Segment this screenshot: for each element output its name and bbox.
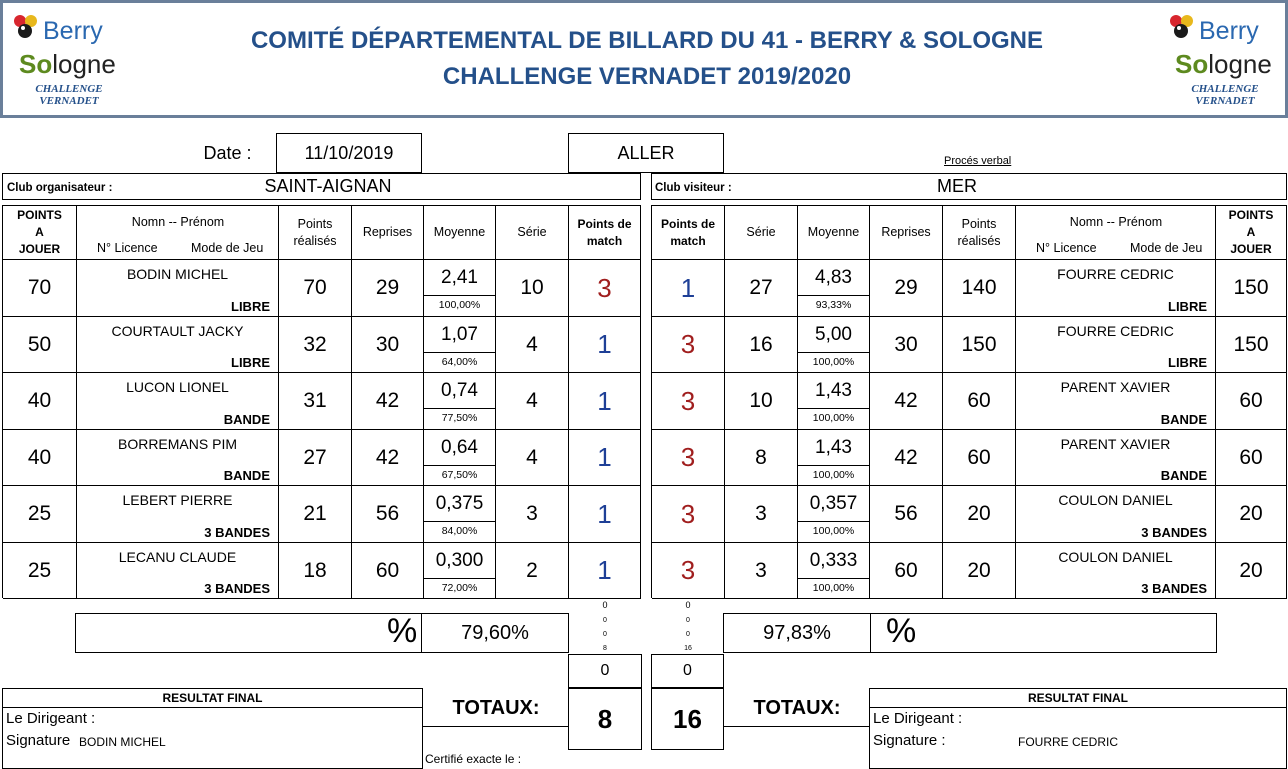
serie-cell: 3 <box>725 486 798 543</box>
points-a-jouer-cell: 25 <box>3 486 77 543</box>
moyenne-value: 4,83 <box>798 260 869 296</box>
left-pct-box <box>75 613 422 653</box>
col-header-points-realises: Points réalisés <box>279 206 352 260</box>
serie-cell: 16 <box>725 317 798 373</box>
points-a-jouer-cell: 40 <box>3 373 77 430</box>
points-match-cell: 3 <box>652 430 725 486</box>
reprises-cell: 60 <box>352 543 424 599</box>
player-cell <box>1016 430 1216 486</box>
club-visiteur-name: MER <box>937 176 977 196</box>
logo-berry-text: Berry <box>43 17 103 45</box>
player-cell <box>77 260 279 317</box>
club-organisateur-name: SAINT-AIGNAN <box>264 176 392 196</box>
dirigeant-label: Le Dirigeant : <box>873 710 963 727</box>
player-cell <box>1016 486 1216 543</box>
billiard-balls-icon <box>13 13 39 39</box>
points-a-jouer-cell: 60 <box>1216 430 1287 486</box>
left-final-result <box>2 688 423 769</box>
col-header-points-match: Points de match <box>652 206 725 260</box>
moyenne-value: 0,375 <box>424 486 495 522</box>
right-pct-value: 97,83% <box>723 613 871 653</box>
player-name: FOURRE CEDRIC <box>1057 323 1174 339</box>
moyenne-value: 5,00 <box>798 317 869 353</box>
player-cell <box>1016 317 1216 373</box>
points-realises-cell: 32 <box>279 317 352 373</box>
moyenne-cell <box>798 430 870 486</box>
moyenne-value: 0,357 <box>798 486 869 522</box>
game-mode: LIBRE <box>1168 299 1207 314</box>
points-realises-cell: 150 <box>943 317 1016 373</box>
totaux-label: TOTAUX: <box>423 691 569 727</box>
player-cell <box>77 543 279 599</box>
left-small-counters: 0 0 0 8 <box>602 600 608 652</box>
club-organisateur-bar <box>2 173 641 200</box>
percent-symbol: % <box>886 612 917 650</box>
moyenne-percent: 100,00% <box>812 412 855 424</box>
points-match-cell: 1 <box>569 373 641 430</box>
moyenne-value: 2,41 <box>424 260 495 296</box>
player-name: COURTAULT JACKY <box>111 323 244 339</box>
serie-cell: 3 <box>725 543 798 599</box>
right-total-value: 16 <box>651 688 724 750</box>
moyenne-percent: 100,00% <box>812 469 855 481</box>
points-realises-cell: 21 <box>279 486 352 543</box>
game-mode: BANDE <box>223 412 270 427</box>
left-totaux-area <box>423 688 569 769</box>
reprises-cell: 60 <box>870 543 943 599</box>
points-a-jouer-cell: 25 <box>3 543 77 599</box>
left-pct-value: 79,60% <box>421 613 569 653</box>
player-cell <box>1016 543 1216 599</box>
points-match-cell: 1 <box>569 486 641 543</box>
certifie-label: Certifié exacte le : <box>425 752 522 766</box>
points-match-cell: 3 <box>652 543 725 599</box>
berry-sologne-logo-left <box>13 13 128 111</box>
date-label: Date : <box>203 142 252 163</box>
left-signer-name: BODIN MICHEL <box>79 735 166 749</box>
points-realises-cell: 70 <box>279 260 352 317</box>
points-realises-cell: 60 <box>943 373 1016 430</box>
points-realises-cell: 20 <box>943 486 1016 543</box>
points-match-cell: 1 <box>652 260 725 317</box>
moyenne-cell <box>798 260 870 317</box>
col-header-nom: Nomn -- Prénom N° Licence Mode de Jeu <box>77 206 279 260</box>
moyenne-value: 1,43 <box>798 373 869 409</box>
player-name: COULON DANIEL <box>1058 492 1173 508</box>
serie-cell: 4 <box>496 373 569 430</box>
col-header-points-realises: Points réalisés <box>943 206 1016 260</box>
points-match-cell: 1 <box>569 430 641 486</box>
points-match-cell: 3 <box>652 373 725 430</box>
serie-cell: 2 <box>496 543 569 599</box>
col-header-moyenne: Moyenne <box>424 206 496 260</box>
serie-cell: 4 <box>496 430 569 486</box>
game-mode: BANDE <box>1160 468 1207 483</box>
right-totaux-area <box>724 688 870 769</box>
moyenne-cell <box>424 260 496 317</box>
logo-challenge-caption: CHALLENGE VERNADET <box>35 83 103 107</box>
reprises-cell: 30 <box>870 317 943 373</box>
reprises-cell: 42 <box>870 373 943 430</box>
right-pct-box <box>870 613 1217 653</box>
game-mode: LIBRE <box>231 355 270 370</box>
col-header-reprises: Reprises <box>352 206 424 260</box>
logo-berry-text: Berry <box>1199 17 1259 45</box>
player-name: PARENT XAVIER <box>1060 436 1171 452</box>
game-mode: 3 BANDES <box>1141 581 1207 596</box>
game-mode: BANDE <box>223 468 270 483</box>
player-cell <box>1016 373 1216 430</box>
moyenne-cell <box>798 543 870 599</box>
moyenne-percent: 67,50% <box>441 469 478 481</box>
game-mode: 3 BANDES <box>204 525 270 540</box>
moyenne-value: 0,300 <box>424 543 495 579</box>
page-title: COMITÉ DÉPARTEMENTAL DE BILLARD DU 41 - BERRY & SOLOGNE <box>250 27 1044 54</box>
col-header-points-a-jouer: POINTS A JOUER <box>1216 206 1287 260</box>
points-match-cell: 3 <box>652 486 725 543</box>
moyenne-cell <box>424 373 496 430</box>
serie-cell: 3 <box>496 486 569 543</box>
club-organisateur-label: Club organisateur : <box>7 182 113 194</box>
player-cell <box>77 373 279 430</box>
serie-cell: 10 <box>725 373 798 430</box>
club-visiteur-bar <box>651 173 1287 200</box>
player-name: PARENT XAVIER <box>1060 379 1171 395</box>
leg-field[interactable]: ALLER <box>568 133 724 173</box>
player-cell <box>77 486 279 543</box>
resultat-final-heading: RESULTAT FINAL <box>870 689 1286 708</box>
player-name: BORREMANS PIM <box>117 436 237 452</box>
left-total-value: 8 <box>568 688 642 750</box>
page-subtitle: CHALLENGE VERNADET 2019/2020 <box>442 63 852 90</box>
points-a-jouer-cell: 40 <box>3 430 77 486</box>
moyenne-value: 0,333 <box>798 543 869 579</box>
points-match-cell: 3 <box>652 317 725 373</box>
serie-cell: 4 <box>496 317 569 373</box>
game-mode: LIBRE <box>1168 355 1207 370</box>
moyenne-value: 0,64 <box>424 430 495 466</box>
moyenne-percent: 64,00% <box>441 356 478 368</box>
reprises-cell: 29 <box>870 260 943 317</box>
moyenne-cell <box>424 543 496 599</box>
col-header-moyenne: Moyenne <box>798 206 870 260</box>
points-realises-cell: 140 <box>943 260 1016 317</box>
date-field[interactable]: 11/10/2019 <box>276 133 422 173</box>
game-mode: 3 BANDES <box>204 581 270 596</box>
right-zero-cell: 0 <box>651 654 724 688</box>
points-a-jouer-cell: 70 <box>3 260 77 317</box>
right-small-counters: 0 0 0 16 <box>684 600 692 652</box>
points-realises-cell: 60 <box>943 430 1016 486</box>
points-a-jouer-cell: 150 <box>1216 260 1287 317</box>
proces-verbal-label: Procés verbal <box>944 155 1012 167</box>
right-signer-name: FOURRE CEDRIC <box>1018 735 1119 749</box>
player-name: LUCON LIONEL <box>126 379 229 395</box>
totaux-label: TOTAUX: <box>724 691 870 727</box>
moyenne-cell <box>798 317 870 373</box>
serie-cell: 27 <box>725 260 798 317</box>
player-cell <box>77 430 279 486</box>
reprises-cell: 42 <box>352 430 424 486</box>
moyenne-percent: 93,33% <box>815 299 852 311</box>
player-name: LEBERT PIERRE <box>122 492 233 508</box>
left-results-table <box>2 205 641 598</box>
moyenne-value: 0,74 <box>424 373 495 409</box>
dirigeant-label: Le Dirigeant : <box>6 710 96 727</box>
points-a-jouer-cell: 50 <box>3 317 77 373</box>
right-final-result <box>869 688 1287 769</box>
reprises-cell: 56 <box>352 486 424 543</box>
player-name: COULON DANIEL <box>1058 549 1173 565</box>
points-realises-cell: 27 <box>279 430 352 486</box>
col-header-points-a-jouer: POINTS A JOUER <box>3 206 77 260</box>
page-header <box>0 0 1288 118</box>
billiard-balls-icon <box>1169 13 1195 39</box>
signature-label: Signature : <box>873 732 946 749</box>
reprises-cell: 56 <box>870 486 943 543</box>
player-name: BODIN MICHEL <box>126 266 229 282</box>
logo-sologne-text: Sologne <box>19 49 116 79</box>
points-a-jouer-cell: 20 <box>1216 486 1287 543</box>
col-header-points-match: Points de match <box>569 206 641 260</box>
moyenne-percent: 77,50% <box>441 412 478 424</box>
points-a-jouer-cell: 150 <box>1216 317 1287 373</box>
col-header-serie: Série <box>725 206 798 260</box>
moyenne-percent: 72,00% <box>441 582 478 594</box>
game-mode: BANDE <box>1160 412 1207 427</box>
signature-label: Signature <box>6 732 71 749</box>
points-realises-cell: 20 <box>943 543 1016 599</box>
points-a-jouer-cell: 20 <box>1216 543 1287 599</box>
moyenne-percent: 84,00% <box>441 525 478 537</box>
points-realises-cell: 18 <box>279 543 352 599</box>
player-cell <box>77 317 279 373</box>
col-header-nom: Nomn -- Prénom N° Licence Mode de Jeu <box>1016 206 1216 260</box>
reprises-cell: 30 <box>352 317 424 373</box>
moyenne-cell <box>424 486 496 543</box>
moyenne-percent: 100,00% <box>812 582 855 594</box>
moyenne-cell <box>424 430 496 486</box>
player-cell <box>1016 260 1216 317</box>
club-visiteur-label: Club visiteur : <box>655 182 732 194</box>
moyenne-value: 1,07 <box>424 317 495 353</box>
col-header-serie: Série <box>496 206 569 260</box>
moyenne-cell <box>798 373 870 430</box>
moyenne-value: 1,43 <box>798 430 869 466</box>
moyenne-percent: 100,00% <box>812 525 855 537</box>
reprises-cell: 42 <box>870 430 943 486</box>
moyenne-percent: 100,00% <box>438 299 481 311</box>
game-mode: 3 BANDES <box>1141 525 1207 540</box>
reprises-cell: 29 <box>352 260 424 317</box>
berry-sologne-logo-right <box>1169 13 1284 111</box>
logo-challenge-caption: CHALLENGE VERNADET <box>1191 83 1259 107</box>
points-match-cell: 1 <box>569 543 641 599</box>
serie-cell: 10 <box>496 260 569 317</box>
col-header-reprises: Reprises <box>870 206 943 260</box>
serie-cell: 8 <box>725 430 798 486</box>
game-mode: LIBRE <box>231 299 270 314</box>
player-name: LECANU CLAUDE <box>118 549 237 565</box>
moyenne-cell <box>424 317 496 373</box>
reprises-cell: 42 <box>352 373 424 430</box>
left-zero-cell: 0 <box>568 654 642 688</box>
moyenne-percent: 100,00% <box>812 356 855 368</box>
right-results-table <box>651 205 1287 598</box>
points-a-jouer-cell: 60 <box>1216 373 1287 430</box>
logo-sologne-text: Sologne <box>1175 49 1272 79</box>
points-match-cell: 1 <box>569 317 641 373</box>
resultat-final-heading: RESULTAT FINAL <box>3 689 422 708</box>
points-match-cell: 3 <box>569 260 641 317</box>
player-name: FOURRE CEDRIC <box>1057 266 1174 282</box>
moyenne-cell <box>798 486 870 543</box>
percent-symbol: % <box>387 612 418 650</box>
points-realises-cell: 31 <box>279 373 352 430</box>
